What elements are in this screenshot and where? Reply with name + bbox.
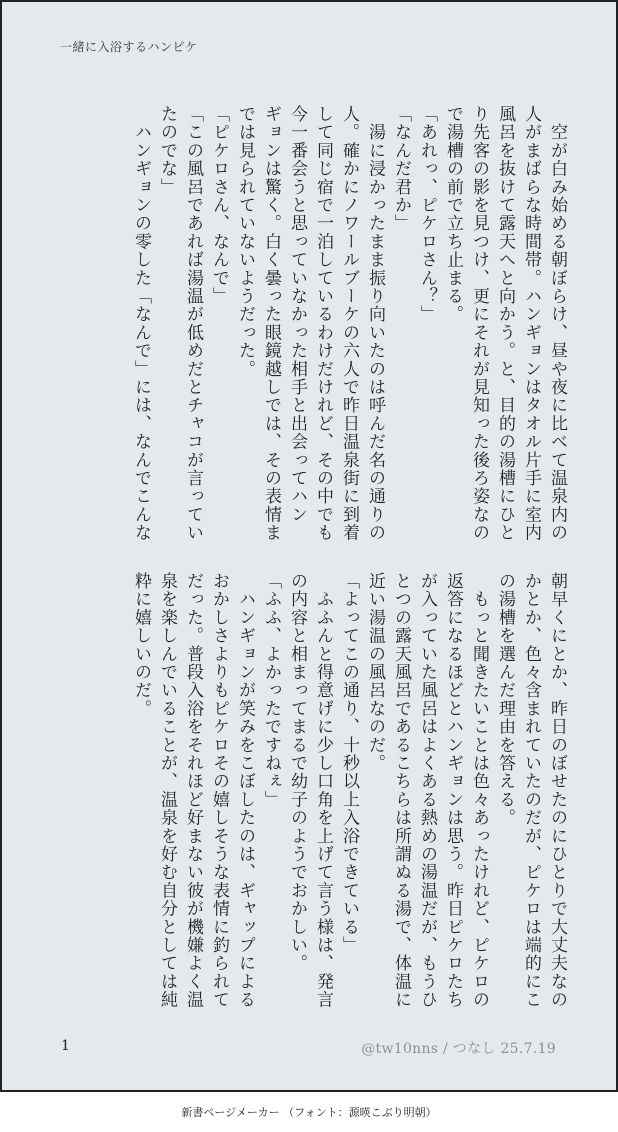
text-line: ハンギョンが笑みをこぼしたのは、ギャップによる	[235, 572, 255, 1009]
text-line: ギョンは驚く。白く曇った眼鏡越しでは、その表情ま	[261, 105, 281, 542]
text-line: が入っていた風呂はよくある熱めの湯温だが、もうひ	[417, 572, 437, 1009]
text-line: 「ピケロさん、なんで」	[209, 105, 229, 306]
text-line: では見られていないようだった。	[235, 105, 255, 378]
author-credit: @tw10nns / つなし 25.7.19	[361, 1041, 556, 1057]
text-block-lower	[128, 572, 570, 1009]
text-line: とつの露天風呂であるこちらは所謂ぬる湯で、体温に	[391, 572, 411, 1009]
text-line: 「あれっ、ピケロさん？」	[417, 105, 437, 324]
page-number: 1	[61, 1038, 70, 1054]
text-line: 朝早くにとか、昨日のぼせたのにひとりで大丈夫なの	[547, 572, 567, 1009]
text-line: で湯槽の前で立ち止まる。	[443, 105, 463, 324]
text-line: たのでな」	[157, 105, 177, 196]
text-line: 「なんだ君か」	[391, 105, 411, 233]
text-line: 近い湯温の風呂なのだ。	[365, 572, 385, 773]
text-line: 人がまばらな時間帯。ハンギョンはタオル片手に室内	[521, 105, 541, 542]
page-header-title: 一緒に入浴するハンピケ	[60, 40, 198, 54]
text-line: だった。普段入浴をそれほど好まない彼が機嫌よく温	[183, 572, 203, 1009]
text-line: 「この風呂であれば湯温が低めだとチャコが言ってい	[183, 105, 203, 542]
text-line: 「ふふ、よかったですねぇ」	[261, 572, 281, 809]
text-line: 風呂を抜けて露天へと向かう。と、目的の湯槽にひと	[495, 105, 515, 542]
page-maker-note: 新書ページメーカー （フォント：源暎こぶり明朝）	[181, 1106, 437, 1119]
text-line: 返答になるほどとハンギョンは思う。昨日ピケロたち	[443, 572, 463, 1009]
text-line: おかしさよりもピケロその嬉しそうな表情に釣られて	[209, 572, 229, 1009]
text-line: の湯槽を選んだ理由を答える。	[495, 572, 515, 827]
text-line: り先客の影を見つけ、更にそれが見知った後ろ姿なの	[469, 105, 489, 542]
text-block-upper	[128, 105, 570, 542]
text-line: 粋に嬉しいのだ。	[131, 572, 151, 718]
text-line: 人。確かにノワールブーケの六人で昨日温泉街に到着	[339, 105, 359, 542]
text-line: かとか、色々含まれていたのだが、ピケロは端的にこ	[521, 572, 541, 1009]
text-line: 泉を楽しんでいることが、温泉を好む自分としては純	[157, 572, 177, 1009]
text-line: 今一番会うと思っていなかった相手と出会ってハン	[287, 105, 307, 524]
text-line: 湯に浸かったまま振り向いたのは呼んだ名の通りの	[365, 105, 385, 542]
text-line: もっと聞きたいことは色々あったけれど、ピケロの	[469, 572, 489, 1009]
text-line: して同じ宿で一泊しているわけだけれど、その中でも	[313, 105, 333, 542]
text-line: 「よってこの通り、十秒以上入浴できている」	[339, 572, 359, 955]
text-line: の内容と相まってまるで幼子のようでおかしい。	[287, 572, 307, 973]
text-line: ハンギョンの零した「なんで」には、なんでこんな	[131, 105, 151, 542]
text-line: 空が白み始める朝ぼらけ、昼や夜に比べて温泉内の	[547, 105, 567, 542]
text-line: ふふんと得意げに少し口角を上げて言う様は、発言	[313, 572, 333, 1009]
